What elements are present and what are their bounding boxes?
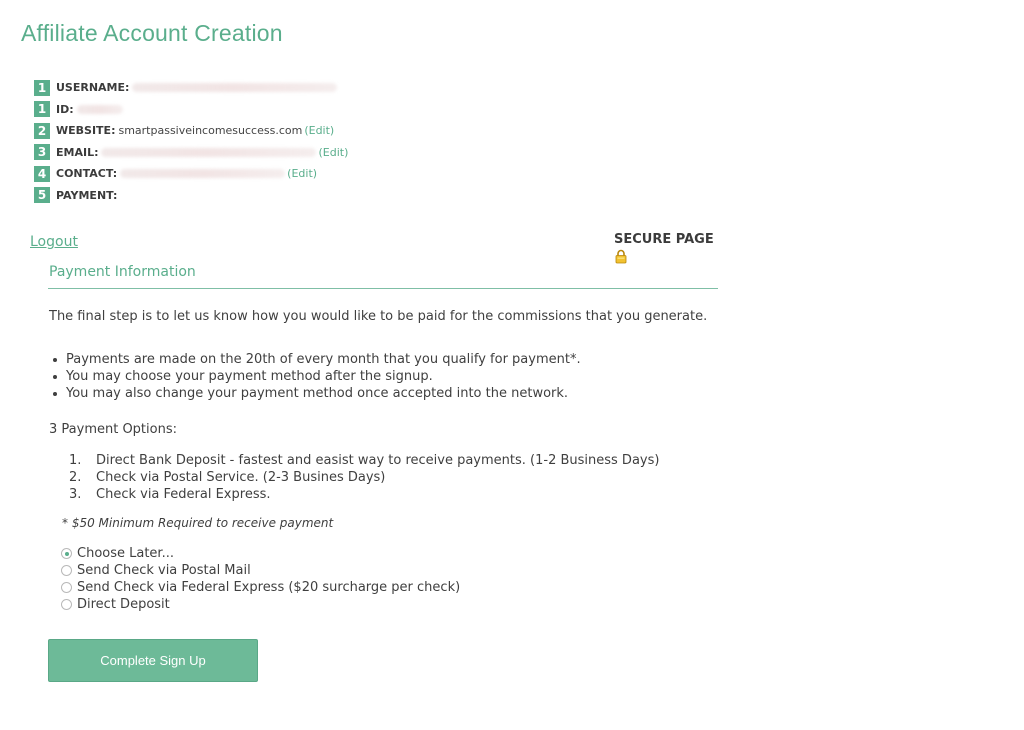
radio-label: Send Check via Federal Express ($20 surcharge per check) [77,580,461,595]
edit-email-link[interactable]: (Edit) [318,145,349,159]
payment-method-radio-group [61,545,460,613]
step-number: 2 [34,123,50,139]
list-item: You may choose your payment method after the signup. [49,368,581,385]
step-contact [34,165,348,182]
list-item [62,452,659,469]
page-title: Affiliate Account Creation [21,20,283,46]
website-label: WEBSITE: [56,124,116,138]
redacted-value [132,83,337,92]
minimum-payment-note: * $50 Minimum Required to receive payment [62,516,334,530]
radio-federal-express[interactable] [61,579,460,596]
step-website [34,122,348,139]
radio-button[interactable] [61,565,72,576]
step-username [34,79,348,96]
username-label: USERNAME: [56,81,130,94]
logout-link[interactable]: Logout [30,234,78,250]
radio-label: Send Check via Postal Mail [77,563,251,578]
option-text: Direct Bank Deposit - fastest and easist way to receive payments. (1-2 Business Days) [96,453,660,468]
radio-button-checked[interactable] [61,548,72,559]
step-payment [34,187,348,204]
radio-label: Choose Later... [77,546,174,561]
list-item [62,486,659,503]
option-text: Check via Postal Service. (2-3 Busines Days) [96,470,386,485]
redacted-value [120,169,285,178]
radio-button[interactable] [61,599,72,610]
payment-notes-list [49,351,581,402]
website-value: smartpassiveincomesuccess.com [118,124,303,138]
id-label: ID: [56,102,74,116]
payment-information-heading: Payment Information [49,264,196,280]
account-summary [34,79,348,209]
payment-options-heading: 3 Payment Options: [49,422,177,437]
step-number: 1 [34,80,50,96]
step-number: 3 [34,144,50,160]
option-number: 1. [69,453,82,468]
radio-postal-mail[interactable] [61,562,460,579]
section-divider [48,288,718,289]
secure-page-label: SECURE PAGE [614,232,714,247]
edit-website-link[interactable]: (Edit) [304,124,335,138]
complete-sign-up-button[interactable]: Complete Sign Up [48,639,258,682]
radio-button[interactable] [61,582,72,593]
step-id [34,101,348,118]
redacted-value [77,105,123,114]
redacted-value [101,148,316,157]
list-item: You may also change your payment method once accepted into the network. [49,385,581,402]
list-item: Payments are made on the 20th of every month that you qualify for payment*. [49,351,581,368]
email-label: EMAIL: [56,145,99,159]
option-text: Check via Federal Express. [96,487,271,502]
step-email [34,144,348,161]
payment-options-list [62,452,659,503]
payment-label: PAYMENT: [56,188,118,202]
list-item [62,469,659,486]
step-number: 1 [34,101,50,117]
contact-label: CONTACT: [56,167,118,181]
radio-label: Direct Deposit [77,597,170,612]
secure-page-indicator [614,232,714,264]
radio-direct-deposit[interactable] [61,596,460,613]
step-number: 4 [34,166,50,182]
option-number: 3. [69,487,82,502]
edit-contact-link[interactable]: (Edit) [287,167,318,181]
step-number: 5 [34,187,50,203]
radio-choose-later[interactable] [61,545,460,562]
lock-icon [614,249,628,264]
option-number: 2. [69,470,82,485]
payment-intro: The final step is to let us know how you would like to be paid for the commissions that you generate. [49,309,708,324]
